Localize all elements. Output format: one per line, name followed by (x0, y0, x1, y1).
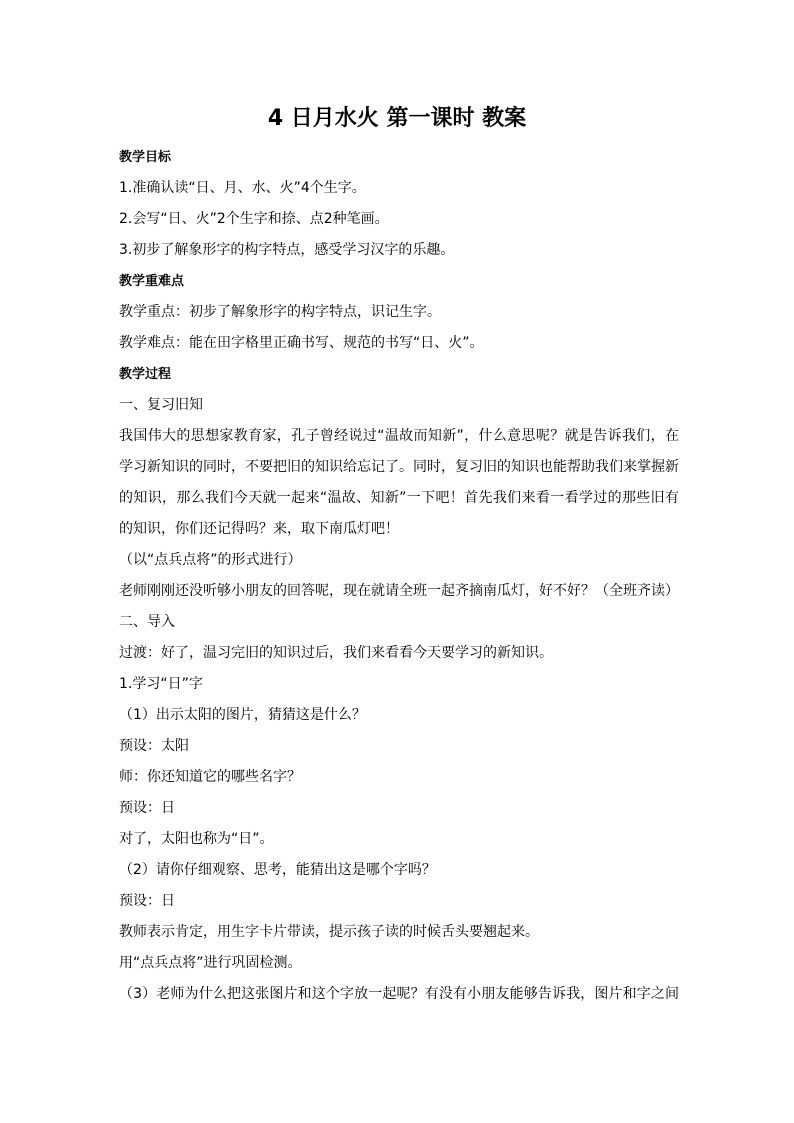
paragraph-line: 过渡：好了，温习完旧的知识过后，我们来看看今天要学习的新知识。 (119, 645, 553, 661)
paragraph-line: 一、复习旧知 (119, 397, 203, 413)
paragraph-line: 教学重点：初步了解象形字的构字特点，识记生字。 (119, 304, 441, 320)
paragraph-line: 3.初步了解象形字的构字特点，感受学习汉字的乐趣。 (119, 242, 455, 258)
paragraph-line: 二、导入 (119, 614, 175, 630)
paragraph-line: 的知识，你们还记得吗？来，取下南瓜灯吧！ (119, 521, 399, 537)
paragraph-line: 师：你还知道它的哪些名字？ (119, 769, 301, 785)
paragraph-line: （1）出示太阳的图片，猜猜这是什么？ (119, 707, 366, 723)
paragraph-line: （3）老师为什么把这张图片和这个字放一起呢？有没有小朋友能够告诉我，图片和字之间 (119, 986, 679, 1002)
section-heading: 教学目标 (119, 150, 172, 165)
paragraph-line: 1.学习“日”字 (119, 676, 203, 692)
paragraph-line: 教师表示肯定，用生字卡片带读，提示孩子读的时候舌头要翘起来。 (119, 924, 539, 940)
section-heading: 教学过程 (119, 367, 172, 382)
paragraph-line: 我国伟大的思想家教育家，孔子曾经说过“温故而知新”，什么意思呢？就是告诉我们，在 (119, 428, 679, 444)
paragraph-line: （2）请你仔细观察、思考，能猜出这是哪个字吗？ (119, 862, 436, 878)
paragraph-line: 老师刚刚还没听够小朋友的回答呢，现在就请全班一起齐摘南瓜灯，好不好？（全班齐读） (119, 583, 679, 599)
paragraph-line: 预设：太阳 (119, 738, 189, 754)
paragraph-line: 1.准确认读“日、月、水、火”4个生字。 (119, 180, 366, 196)
paragraph-line: 用“点兵点将”进行巩固检测。 (119, 955, 302, 971)
paragraph-line: 预设：日 (119, 893, 175, 909)
paragraph-line: 2.会写“日、火”2个生字和捺、点2种笔画。 (119, 211, 389, 227)
document-body (119, 142, 679, 1010)
paragraph-line: （以“点兵点将”的形式进行） (119, 552, 302, 568)
document-title: 4 日月水火 第一课时 教案 (267, 106, 527, 131)
paragraph-line: 对了，太阳也称为“日”。 (119, 831, 274, 847)
paragraph-line: 的知识，那么我们今天就一起来“温故、知新”一下吧！首先我们来看一看学过的那些旧有 (119, 490, 679, 506)
section-heading: 教学重难点 (119, 274, 185, 289)
paragraph-line: 学习新知识的同时，不要把旧的知识给忘记了。同时，复习旧的知识也能帮助我们来掌握新 (119, 459, 679, 475)
paragraph-line: 教学难点：能在田字格里正确书写、规范的书写“日、火”。 (119, 335, 484, 351)
paragraph-line: 预设：日 (119, 800, 175, 816)
